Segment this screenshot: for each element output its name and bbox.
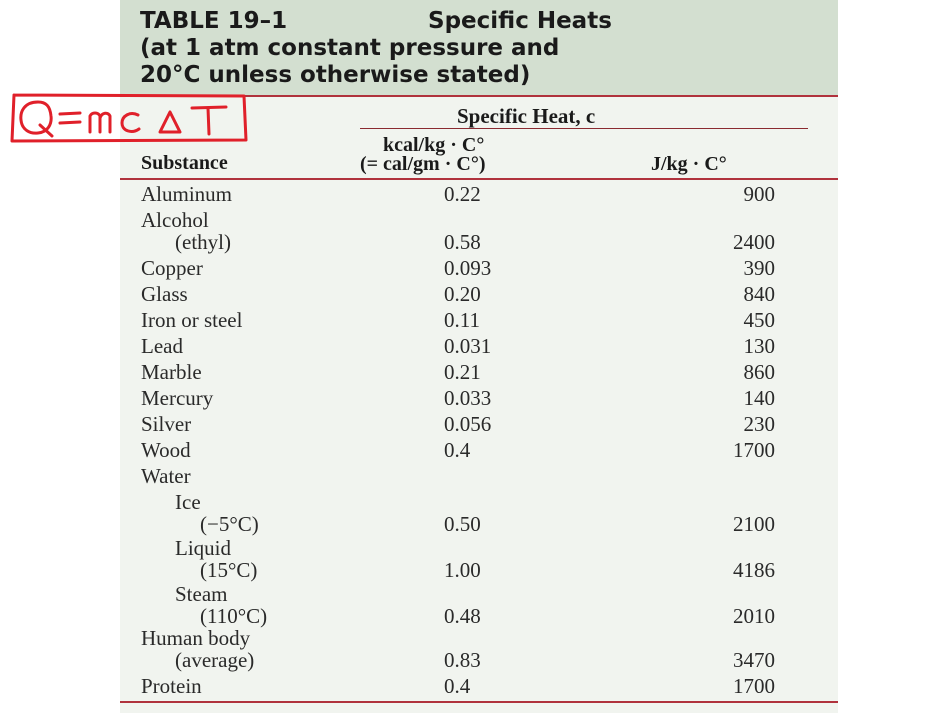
- substance-cell: Wood: [141, 438, 191, 462]
- joule-cell: 130: [743, 334, 775, 358]
- substance-cell: Protein: [141, 674, 202, 698]
- substance-cell: Human body: [141, 626, 251, 650]
- kcal-cell: 0.48: [444, 604, 481, 628]
- kcal-cell: 0.58: [444, 230, 481, 254]
- table-title: [140, 8, 830, 89]
- specific-heat-group-header: Specific Heat, c: [457, 104, 596, 128]
- substance-cell: Lead: [141, 334, 183, 358]
- joule-cell: 1700: [733, 674, 775, 698]
- substance-cell: Aluminum: [141, 182, 233, 206]
- substance-qualifier-cell: (ethyl): [175, 230, 231, 254]
- kcal-cell: 0.83: [444, 648, 481, 672]
- kcal-cell: 0.22: [444, 182, 481, 206]
- joule-cell: 2100: [733, 512, 775, 536]
- substance-qualifier-cell: (15°C): [200, 558, 258, 582]
- joule-cell: 2400: [733, 230, 775, 254]
- substance-cell: Marble: [141, 360, 202, 384]
- table-number: TABLE 19–1: [140, 8, 288, 34]
- handwritten-formula-drawing: [8, 92, 254, 144]
- kcal-cell: 0.11: [444, 308, 480, 332]
- table-subtitle-line-2: 20°C unless otherwise stated): [140, 62, 531, 88]
- joule-cell: 840: [743, 282, 775, 306]
- substance-qualifier-cell: (average): [175, 648, 255, 672]
- joule-cell: 3470: [733, 648, 775, 672]
- substance-cell: Copper: [141, 256, 203, 280]
- kcal-cell: 0.4: [444, 674, 471, 698]
- substance-cell: Glass: [141, 282, 188, 306]
- substance-cell: Steam: [175, 582, 228, 606]
- substance-cell: Water: [141, 464, 191, 488]
- joule-header: J/kg · C°: [651, 153, 727, 175]
- substance-header: Substance: [141, 152, 228, 174]
- joule-cell: 1700: [733, 438, 775, 462]
- joule-cell: 140: [743, 386, 775, 410]
- substance-cell: Alcohol: [141, 208, 209, 232]
- substance-cell: Iron or steel: [141, 308, 243, 332]
- table-bottom-rule: [120, 701, 838, 703]
- handwritten-formula-annotation: [8, 92, 254, 144]
- joule-cell: 860: [743, 360, 775, 384]
- substance-cell: Liquid: [175, 536, 231, 560]
- kcal-cell: 0.056: [444, 412, 492, 436]
- kcal-cell: 0.20: [444, 282, 481, 306]
- substance-cell: Silver: [141, 412, 192, 436]
- kcal-cell: 0.033: [444, 386, 492, 410]
- kcal-header-line-1: kcal/kg · C°: [383, 134, 485, 156]
- kcal-header-line-2: (= cal/gm · C°): [360, 153, 486, 175]
- kcal-cell: 0.50: [444, 512, 481, 536]
- joule-cell: 390: [743, 256, 775, 280]
- header-bottom-rule: [120, 178, 838, 180]
- joule-cell: 230: [743, 412, 775, 436]
- kcal-cell: 0.093: [444, 256, 492, 280]
- joule-cell: 450: [743, 308, 775, 332]
- substance-cell: Ice: [175, 490, 201, 514]
- table-subtitle-line-1: (at 1 atm constant pressure and: [140, 35, 560, 61]
- substance-cell: Mercury: [141, 386, 214, 410]
- substance-qualifier-cell: (110°C): [200, 604, 268, 628]
- kcal-cell: 1.00: [444, 558, 481, 582]
- joule-cell: 4186: [733, 558, 775, 582]
- table-name: Specific Heats: [428, 8, 612, 34]
- kcal-cell: 0.031: [444, 334, 492, 358]
- group-header-rule: [360, 128, 808, 129]
- kcal-cell: 0.21: [444, 360, 481, 384]
- kcal-cell: 0.4: [444, 438, 471, 462]
- joule-cell: 900: [743, 182, 775, 206]
- substance-qualifier-cell: (−5°C): [200, 512, 259, 536]
- joule-cell: 2010: [733, 604, 775, 628]
